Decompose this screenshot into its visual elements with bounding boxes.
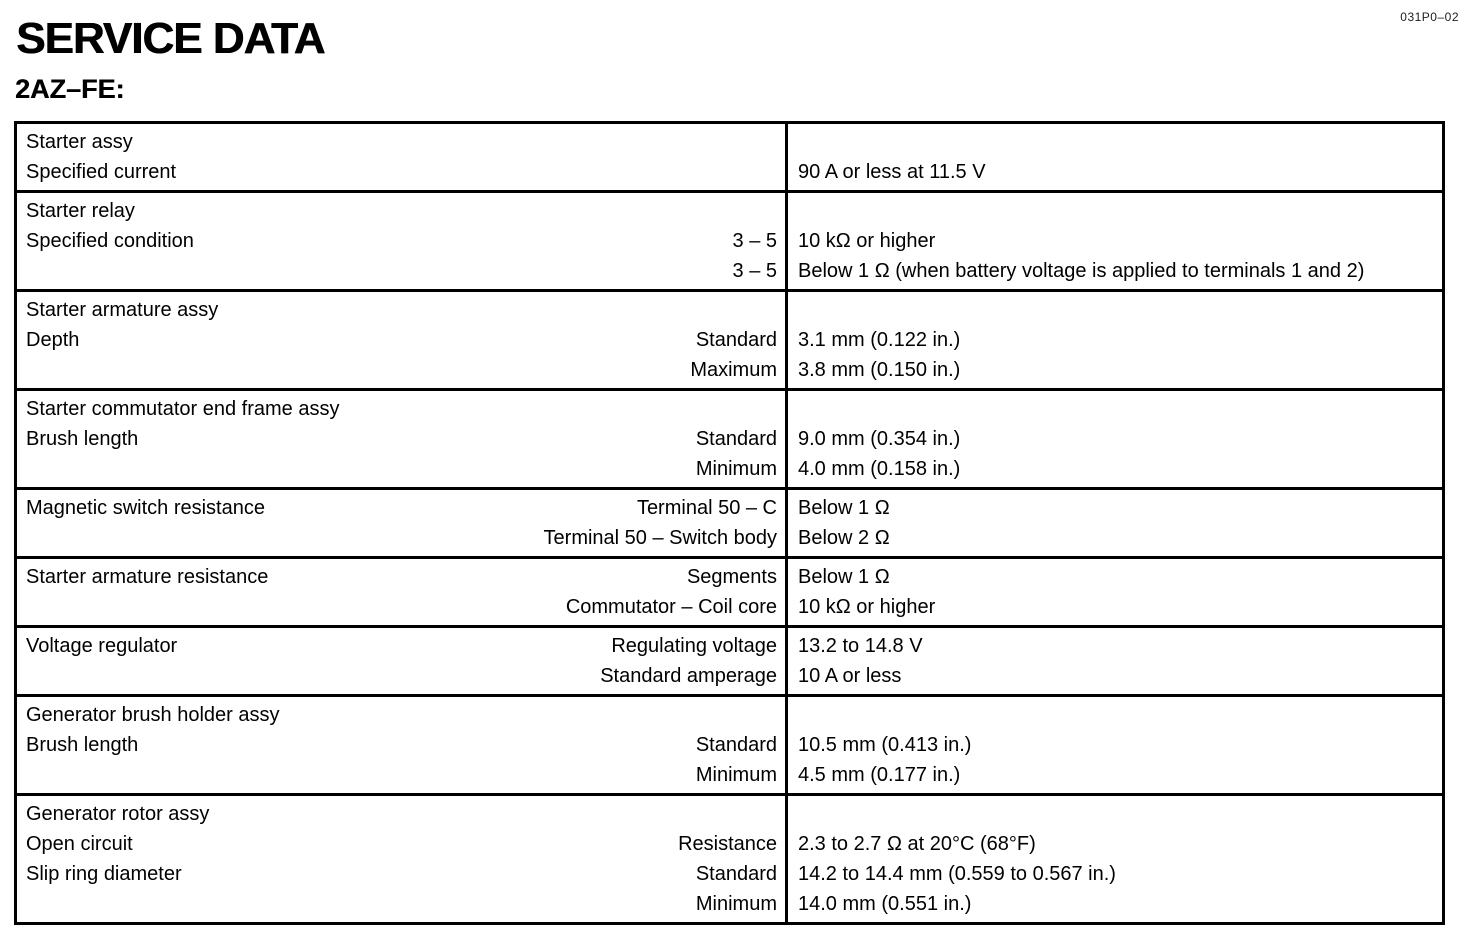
spec-line (26, 730, 777, 760)
spec-sublabel: Regulating voltage (611, 635, 777, 657)
page-title: SERVICE DATA (16, 14, 325, 63)
spec-value (798, 295, 1434, 325)
spec-value (798, 196, 1434, 226)
spec-line (26, 325, 777, 355)
spec-value: Below 2 Ω (798, 527, 890, 549)
spec-sublabel: Minimum (695, 764, 777, 786)
spec-item-cell (17, 490, 788, 556)
spec-value: 10 A or less (798, 665, 902, 687)
spec-label: Generator brush holder assy (26, 704, 280, 726)
spec-value-cell (788, 490, 1442, 556)
spec-sublabel: 3 – 5 (732, 230, 777, 252)
table-row (17, 193, 1442, 292)
spec-line (26, 196, 777, 226)
engine-heading: 2AZ–FE: (15, 74, 125, 104)
spec-line (26, 226, 777, 256)
table-row (17, 292, 1442, 391)
spec-label: Starter commutator end frame assy (26, 398, 340, 420)
spec-value: 90 A or less at 11.5 V (798, 161, 986, 183)
spec-label: Generator rotor assy (26, 803, 210, 825)
spec-value: 14.0 mm (0.551 in.) (798, 893, 972, 915)
spec-value-cell (788, 559, 1442, 625)
spec-line (26, 700, 777, 730)
spec-item-cell (17, 391, 788, 487)
spec-sublabel: 3 – 5 (732, 260, 777, 282)
table-row (17, 796, 1442, 922)
table-row (17, 628, 1442, 697)
spec-item-cell (17, 292, 788, 388)
spec-value (798, 700, 1434, 730)
spec-item-cell (17, 628, 788, 694)
spec-sublabel: Standard (695, 428, 777, 450)
spec-label: Specified condition (26, 230, 194, 252)
spec-line (26, 562, 777, 592)
spec-value-cell (788, 796, 1442, 922)
spec-line (26, 592, 777, 622)
spec-sublabel: Minimum (695, 893, 777, 915)
spec-line (26, 295, 777, 325)
spec-line (26, 424, 777, 454)
spec-value: 14.2 to 14.4 mm (0.559 to 0.567 in.) (798, 863, 1116, 885)
spec-label: Starter armature assy (26, 299, 219, 321)
table-row (17, 391, 1442, 490)
spec-label: Slip ring diameter (26, 863, 182, 885)
spec-label: Starter relay (26, 200, 135, 222)
spec-sublabel: Standard (695, 329, 777, 351)
spec-value-cell (788, 391, 1442, 487)
spec-value-cell (788, 697, 1442, 793)
spec-label: Brush length (26, 734, 139, 756)
spec-label: Magnetic switch resistance (26, 497, 265, 519)
spec-line (26, 799, 777, 829)
spec-value: 3.8 mm (0.150 in.) (798, 359, 961, 381)
doc-code: 031P0–02 (1400, 10, 1459, 24)
table-row (17, 490, 1442, 559)
spec-line (26, 394, 777, 424)
spec-line (26, 454, 777, 484)
spec-value-cell (788, 193, 1442, 289)
spec-item-cell (17, 796, 788, 922)
spec-line (26, 523, 777, 553)
spec-value: 10.5 mm (0.413 in.) (798, 734, 972, 756)
spec-line (26, 355, 777, 385)
spec-sublabel: Resistance (678, 833, 777, 855)
spec-label: Starter armature resistance (26, 566, 269, 588)
spec-line (26, 889, 777, 919)
spec-line (26, 859, 777, 889)
spec-line (26, 829, 777, 859)
spec-label: Starter assy (26, 131, 133, 153)
spec-value: Below 1 Ω (798, 566, 890, 588)
spec-value: 2.3 to 2.7 Ω at 20°C (68°F) (798, 833, 1036, 855)
spec-label: Voltage regulator (26, 635, 178, 657)
spec-label: Brush length (26, 428, 139, 450)
spec-value (798, 127, 1434, 157)
spec-line (26, 157, 777, 187)
table-row (17, 697, 1442, 796)
spec-line (26, 661, 777, 691)
spec-value: Below 1 Ω (when battery voltage is applied to terminals 1 and 2) (798, 260, 1365, 282)
spec-value: 3.1 mm (0.122 in.) (798, 329, 961, 351)
spec-value: 9.0 mm (0.354 in.) (798, 428, 961, 450)
spec-line (26, 256, 777, 286)
spec-line (26, 631, 777, 661)
spec-value-cell (788, 628, 1442, 694)
spec-value (798, 394, 1434, 424)
spec-value: 13.2 to 14.8 V (798, 635, 923, 657)
spec-value: 4.0 mm (0.158 in.) (798, 458, 961, 480)
spec-value-cell (788, 124, 1442, 190)
spec-label: Depth (26, 329, 80, 351)
spec-sublabel: Maximum (690, 359, 777, 381)
spec-sublabel: Terminal 50 – Switch body (543, 527, 777, 549)
spec-item-cell (17, 559, 788, 625)
spec-sublabel: Commutator – Coil core (565, 596, 777, 618)
spec-value-cell (788, 292, 1442, 388)
spec-sublabel: Standard (695, 734, 777, 756)
spec-sublabel: Standard (695, 863, 777, 885)
spec-value: Below 1 Ω (798, 497, 890, 519)
spec-value: 4.5 mm (0.177 in.) (798, 764, 961, 786)
spec-item-cell (17, 193, 788, 289)
spec-line (26, 493, 777, 523)
spec-line (26, 127, 777, 157)
table-row (17, 124, 1442, 193)
spec-sublabel: Segments (686, 566, 777, 588)
spec-label: Open circuit (26, 833, 133, 855)
spec-sublabel: Standard amperage (600, 665, 777, 687)
spec-value: 10 kΩ or higher (798, 596, 936, 618)
spec-value (798, 799, 1434, 829)
spec-sublabel: Minimum (695, 458, 777, 480)
spec-label: Specified current (26, 161, 177, 183)
service-data-table (14, 121, 1445, 925)
spec-line (26, 760, 777, 790)
spec-sublabel: Terminal 50 – C (636, 497, 777, 519)
table-row (17, 559, 1442, 628)
spec-value: 10 kΩ or higher (798, 230, 936, 252)
spec-item-cell (17, 124, 788, 190)
spec-item-cell (17, 697, 788, 793)
